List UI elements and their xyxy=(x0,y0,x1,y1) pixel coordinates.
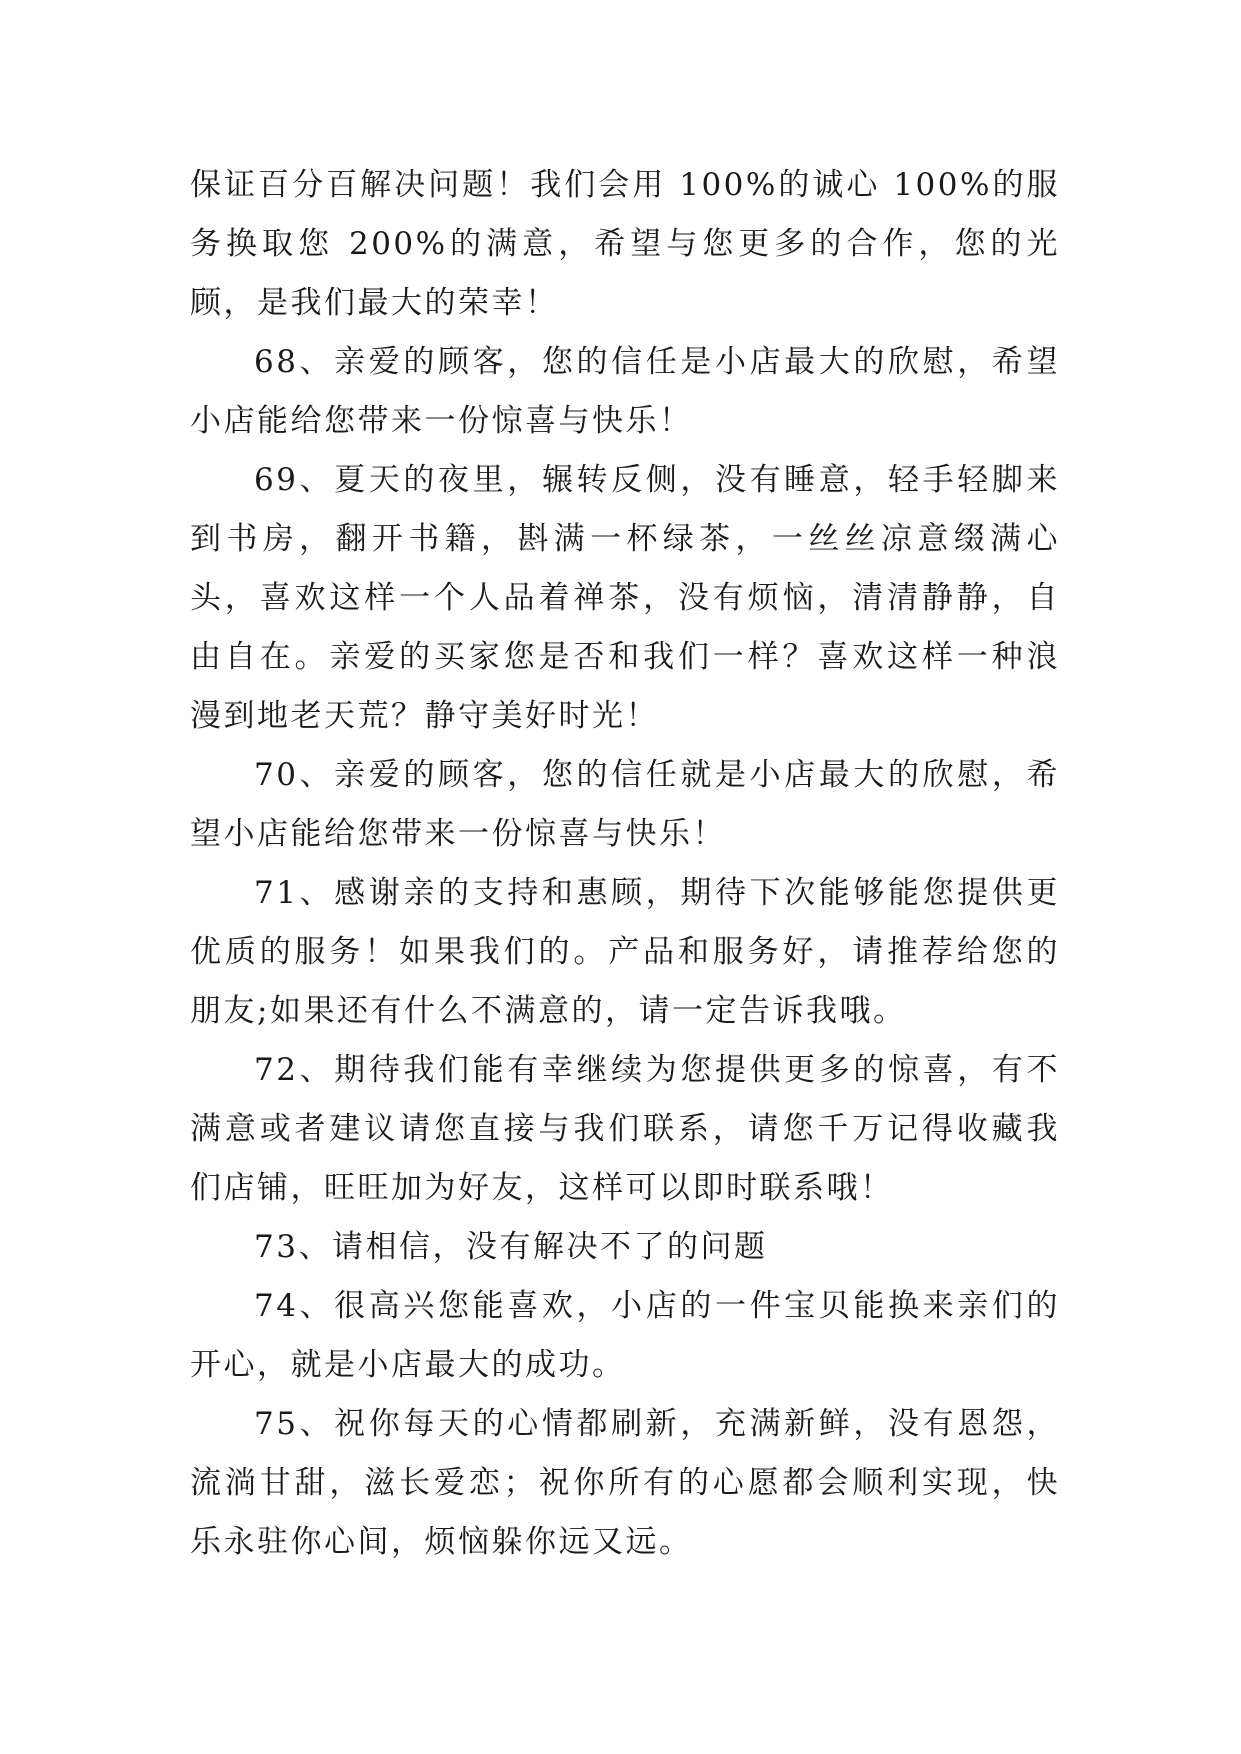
paragraph-69: 69、夏天的夜里，辗转反侧，没有睡意，轻手轻脚来到书房，翻开书籍，斟满一杯绿茶，一丝丝凉意缀满心头，喜欢这样一个人品着禅茶，没有烦恼，清清静静，自由自在。亲爱的买家您是否和我们一样？喜欢这样一种浪漫到地老天荒？静守美好时光！ xyxy=(190,462,1060,734)
paragraph-68: 68、亲爱的顾客，您的信任是小店最大的欣慰，希望小店能给您带来一份惊喜与快乐！ xyxy=(190,344,1060,439)
paragraph-70: 70、亲爱的顾客，您的信任就是小店最大的欣慰，希望小店能给您带来一份惊喜与快乐！ xyxy=(190,757,1060,852)
paragraph-74: 74、很高兴您能喜欢，小店的一件宝贝能换来亲们的开心，就是小店最大的成功。 xyxy=(190,1288,1060,1383)
paragraph-72: 72、期待我们能有幸继续为您提供更多的惊喜，有不满意或者建议请您直接与我们联系，请您千万记得收藏我们店铺，旺旺加为好友，这样可以即时联系哦！ xyxy=(190,1052,1060,1206)
paragraph-73: 73、请相信，没有解决不了的问题 xyxy=(254,1229,768,1265)
paragraph-continued: 保证百分百解决问题！我们会用 100%的诚心 100%的服务换取您 200%的满意，希望与您更多的合作，您的光顾，是我们最大的荣幸！ xyxy=(190,167,1060,321)
paragraph-71: 71、感谢亲的支持和惠顾，期待下次能够能您提供更优质的服务！如果我们的。产品和服务好，请推荐给您的朋友;如果还有什么不满意的，请一定告诉我哦。 xyxy=(190,875,1060,1029)
paragraph-75: 75、祝你每天的心情都刷新，充满新鲜，没有恩怨，流淌甘甜，滋长爱恋；祝你所有的心愿都会顺利实现，快乐永驻你心间，烦恼躲你远又远。 xyxy=(190,1406,1060,1560)
document-body xyxy=(190,156,1060,1572)
